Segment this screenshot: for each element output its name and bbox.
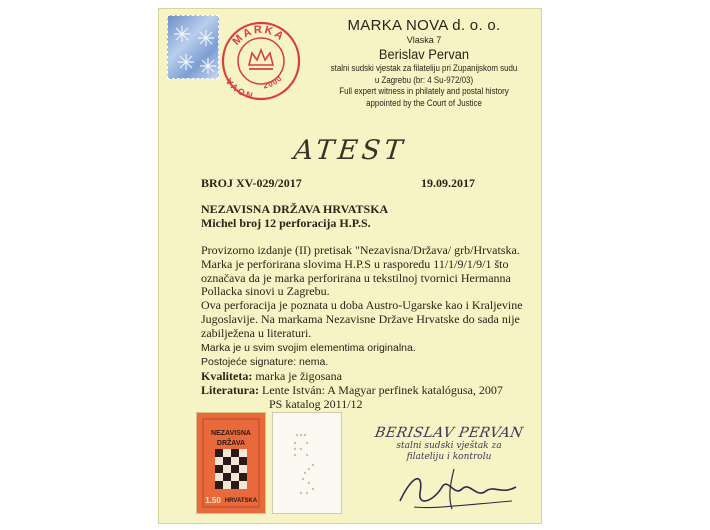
checkerboard-coat-of-arms-icon: [215, 449, 247, 489]
signatures-statement: Postojeće signature: nema.: [201, 355, 329, 368]
expert-title-line2: u Zagrebu (br: 4 Su-972/03): [374, 74, 474, 85]
description-paragraph-2: Ova perforacija je poznata u doba Austro-Ugarske kao i Kraljevine Jugoslavije. Na markama Nezavisne Države Hrvatske do sada nije zabilježena u literaturi.: [201, 298, 523, 340]
literature-field: [201, 384, 537, 398]
seal-top-text: MARKA: [230, 23, 288, 48]
company-address: Vlaska 7: [406, 35, 442, 45]
document-title: ATEST: [292, 135, 408, 166]
seal-bottom-text: 2000: [262, 73, 285, 91]
subject-country: NEZAVISNA DRŽAVA HRVATSKA: [201, 202, 389, 216]
snowflake-pattern-icon: [168, 16, 220, 80]
marka-nova-seal: [219, 19, 303, 103]
reference-number: BROJ XV-029/2017: [201, 176, 302, 190]
description-paragraph-1: Provizorno izdanje (II) pretisak "Nezavisna/Država/ grb/Hrvatska. Marka je perforirana slovima H.P.S u rasporedu 11/1/9/1/9/1 što označava da je marka perforirana u tekstilnoj tvornici Hermanna Pollacka sinovi u Zagrebu.: [201, 243, 520, 299]
stamp-front-photo: [197, 413, 265, 513]
overprint-line-1: NEZAVISNA: [211, 430, 251, 437]
subject-catalogue: Michel broj 12 perforacija H.P.S.: [201, 216, 371, 230]
certificate: [158, 8, 542, 524]
seal-crown-icon: [249, 50, 273, 69]
originality-statement: Marka je u svim svojim elementima originalna.: [201, 341, 416, 354]
subject-block: [201, 202, 531, 230]
issuer-header: [309, 17, 539, 109]
handstamp-line-2: filateliju i kontrolu: [406, 452, 492, 462]
handstamp-line-1: stalni sudski vještak za: [396, 441, 502, 451]
corner-stamp-image: [167, 15, 219, 79]
stamp-face-value: 1.50: [205, 496, 221, 505]
svg-text:2000: [263, 73, 285, 90]
svg-text:NOVA: [223, 75, 254, 100]
expert-name: Berislav Pervan: [378, 46, 470, 62]
reference-date: 19.09.2017: [421, 176, 475, 190]
expert-title-line4: appointed by the Court of Justice: [366, 97, 482, 108]
handwritten-signature: [394, 457, 524, 517]
overprint-line-2: DRŽAVA: [216, 440, 246, 447]
description-body: [201, 244, 537, 412]
quality-field: [201, 370, 537, 384]
company-name: MARKA NOVA d. o. o.: [347, 17, 501, 34]
expert-title-line3: Full expert witness in philately and postal history: [339, 86, 509, 96]
literature-entry-2: PS katalog 2011/12: [269, 397, 363, 412]
expert-title-line1: stalni sudski vjestak za filateliju pri Zupanijskom sudu: [330, 63, 518, 73]
quality-label: Kvaliteta:: [201, 368, 253, 383]
handstamp-name: BERISLAV PERVAN: [373, 425, 525, 441]
quality-value: marka je žigosana: [255, 368, 342, 383]
perforation-holes-icon: [273, 413, 341, 513]
overprint-line-3: HRVATSKA: [224, 498, 258, 504]
seal-left-text: NOVA: [223, 75, 254, 101]
literature-entry-1: Lente István: A Magyar perfinek katalógusa, 2007: [261, 383, 503, 398]
stamp-back-photo: [273, 413, 341, 513]
literature-label: Literatura:: [201, 383, 259, 398]
